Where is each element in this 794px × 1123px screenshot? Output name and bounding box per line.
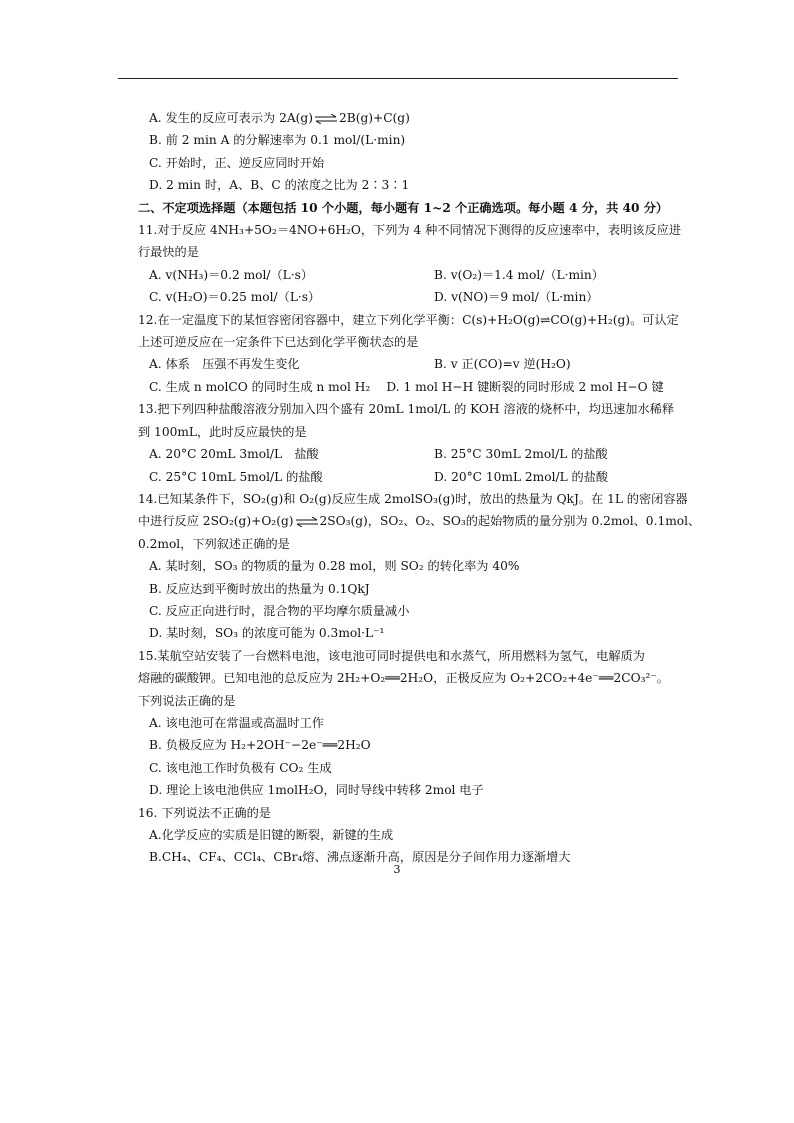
q11-options-row2 xyxy=(138,286,678,308)
q11-option-d: D. v(NO)＝9 mol/（L·min） xyxy=(434,290,599,305)
q13-option-d: D. 20°C 10mL 2mol/L 的盐酸 xyxy=(434,469,609,484)
q12-options-row1 xyxy=(138,353,678,375)
q16-stem: 16. 下列说法不正确的是 xyxy=(138,805,271,820)
q16-option-b: B.CH₄、CF₄、CCl₄、CBr₄熔、沸点逐渐升高，原因是分子间作用力逐渐增大 xyxy=(149,850,571,865)
q15-stem-line2: 熔融的碳酸钾。已知电池的总反应为 2H₂+O₂══2H₂O，正极反应为 O₂+2CO₂+4e⁻══2CO₃²⁻。 xyxy=(138,671,669,686)
q12-option-a: A. 体系 压强不再发生变化 xyxy=(149,357,300,372)
q11-stem-line1: 11.对于反应 4NH₃+5O₂＝4NO+6H₂O，下列为 4 种不同情况下测得的反应速率中，表明该反应进 xyxy=(138,223,682,238)
q15-option-d: D. 理论上该电池供应 1molH₂O，同时导线中转移 2mol 电子 xyxy=(149,783,484,798)
page-content xyxy=(138,107,701,869)
q12-options-row2: C. 生成 n molCO 的同时生成 n mol H₂ D. 1 mol H−H 键断裂的同时形成 2 mol H−O 键 xyxy=(149,379,664,394)
equilibrium-arrow-icon xyxy=(295,517,319,527)
q14-option-d: D. 某时刻，SO₃ 的浓度可能为 0.3mol·L⁻¹ xyxy=(149,626,385,641)
equilibrium-arrow-icon xyxy=(314,114,338,124)
q11-options-row1 xyxy=(138,264,678,286)
q13-options-row2 xyxy=(138,466,678,488)
q15-stem-line1: 15.某航空站安装了一台燃料电池，该电池可同时提供电和水蒸气，所用燃料为氢气，电解质为 xyxy=(138,648,645,663)
q12-stem-line2: 上述可逆反应在一定条件下已达到化学平衡状态的是 xyxy=(138,335,419,350)
q10-option-c: C. 开始时，正、逆反应同时开始 xyxy=(149,155,325,170)
q14-option-b: B. 反应达到平衡时放出的热量为 0.1QkJ xyxy=(149,581,370,596)
q14-stem-line1: 14.已知某条件下，SO₂(g)和 O₂(g)反应生成 2molSO₃(g)时，放出的热量为 QkJ。在 1L 的密闭容器 xyxy=(138,491,688,506)
q14-option-a: A. 某时刻，SO₃ 的物质的量为 0.28 mol，则 SO₂ 的转化率为 40% xyxy=(149,559,520,574)
q15-stem-line3: 下列说法正确的是 xyxy=(138,693,236,708)
q10-option-b: B. 前 2 min A 的分解速率为 0.1 mol/(L·min) xyxy=(149,133,406,148)
q10-option-d: D. 2 min 时，A、B、C 的浓度之比为 2∶3∶1 xyxy=(149,178,410,193)
q13-option-b: B. 25°C 30mL 2mol/L 的盐酸 xyxy=(434,447,608,462)
q15-option-a: A. 该电池可在常温或高温时工作 xyxy=(149,715,324,730)
header-rule xyxy=(118,78,678,79)
q12-option-b: B. v 正(CO)=v 逆(H₂O) xyxy=(434,357,571,372)
q16-option-a: A.化学反应的实质是旧键的断裂，新键的生成 xyxy=(149,828,394,842)
q11-option-b: B. v(O₂)＝1.4 mol/（L·min） xyxy=(434,267,604,282)
q13-stem-line2: 到 100mL，此时反应最快的是 xyxy=(138,424,307,439)
q15-option-c: C. 该电池工作时负极有 CO₂ 生成 xyxy=(149,760,332,775)
q14-option-c: C. 反应正向进行时，混合物的平均摩尔质量减小 xyxy=(149,603,410,618)
q12-stem-line1: 12.在一定温度下的某恒容密闭容器中，建立下列化学平衡：C(s)+H₂O(g)⇌CO(g)+H₂(g)。可认定 xyxy=(138,312,679,327)
q11-stem-line2: 行最快的是 xyxy=(138,245,199,260)
q15-option-b: B. 负极反应为 H₂+2OH⁻−2e⁻══2H₂O xyxy=(149,738,371,753)
q11-option-a: A. v(NH₃)＝0.2 mol/（L·s） xyxy=(149,267,314,282)
q10-option-a: A. 发生的反应可表示为 2A(g) 2B(g)+C(g) xyxy=(149,111,410,125)
section-2-title: 二、不定项选择题（本题包括 10 个小题，每小题有 1~2 个正确选项。每小题 4 分，共 40 分） xyxy=(138,200,669,215)
q11-option-c: C. v(H₂O)＝0.25 mol/（L·s） xyxy=(149,290,321,305)
page-number: 3 xyxy=(393,863,401,876)
q13-stem-line1: 13.把下列四种盐酸溶液分别加入四个盛有 20mL 1mol/L 的 KOH 溶液的烧杯中，均迅速加水稀释 xyxy=(138,402,675,417)
q13-option-a: A. 20°C 20mL 3mol/L 盐酸 xyxy=(149,447,319,462)
q14-stem-line2: 中进行反应 2SO₂(g)+O₂(g) 2SO₃(g)，SO₂、O₂、SO₃的起始物质的量分别为 0.2mol、0.1mol、 xyxy=(138,514,701,529)
q13-options-row1 xyxy=(138,443,678,465)
q14-stem-line3: 0.2mol，下列叙述正确的是 xyxy=(138,536,290,551)
q13-option-c: C. 25°C 10mL 5mol/L 的盐酸 xyxy=(149,469,323,484)
